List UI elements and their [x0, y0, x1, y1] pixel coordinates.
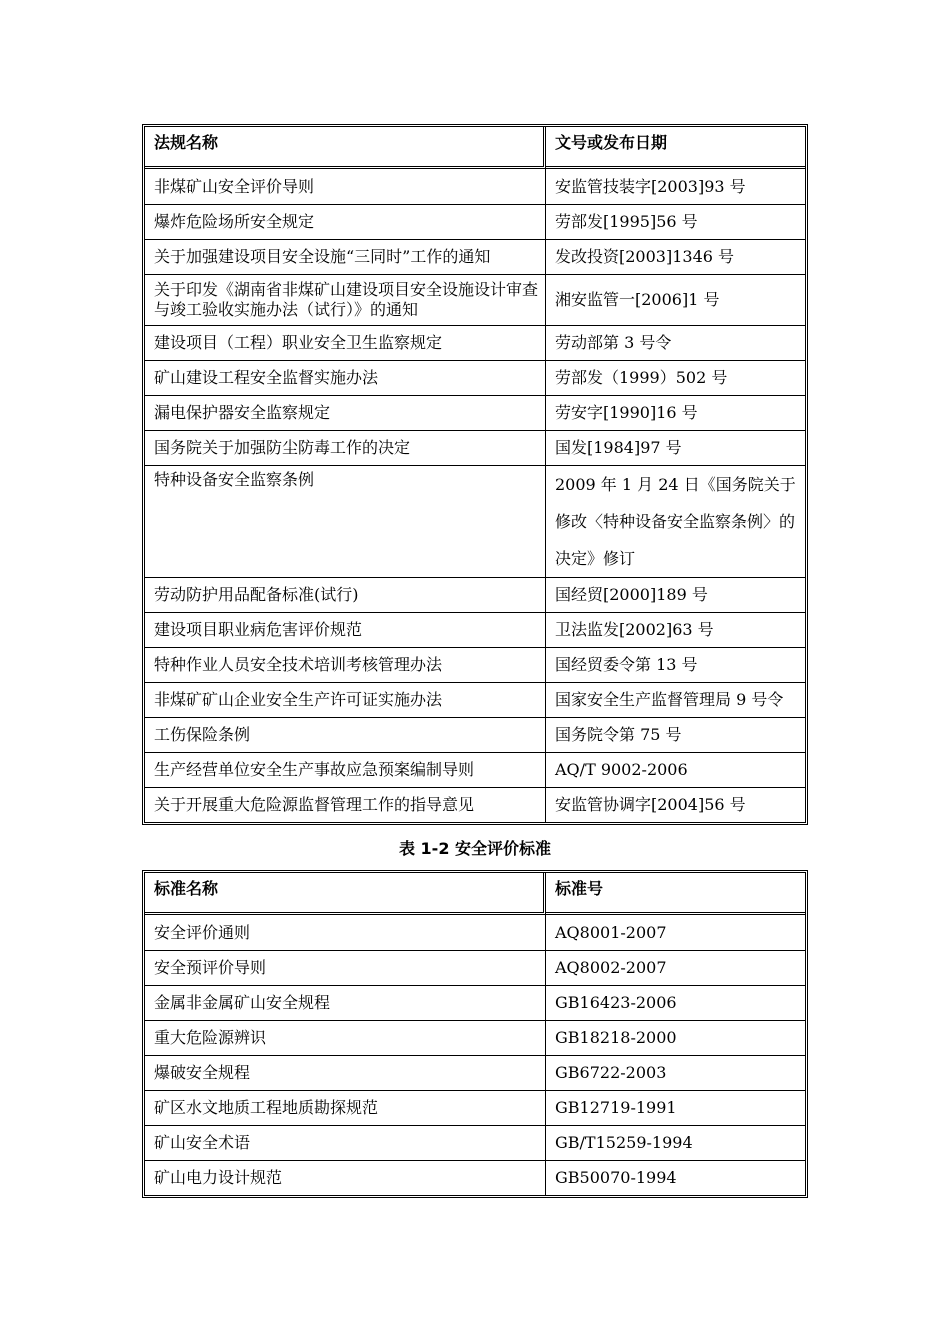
doc-number-cell: 发改投资[2003]1346 号	[546, 239, 805, 274]
table-row	[145, 395, 805, 430]
standard-number-cell: GB50070-1994	[546, 1160, 805, 1195]
table-row	[145, 1125, 805, 1160]
table-row	[145, 274, 805, 325]
table-row	[145, 204, 805, 239]
table-row	[145, 787, 805, 822]
standard-name-cell: 安全预评价导则	[145, 950, 546, 985]
standard-number-cell: AQ8001-2007	[555, 922, 667, 942]
table-row	[145, 360, 805, 395]
standards-table	[142, 870, 808, 1198]
regulation-name-cell: 关于开展重大危险源监督管理工作的指导意见	[145, 787, 546, 822]
regulation-name-cell: 爆炸危险场所安全规定	[145, 204, 546, 239]
standard-number-cell: GB18218-2000	[546, 1020, 805, 1055]
table-row	[145, 985, 805, 1020]
standard-name-cell: 矿山安全术语	[145, 1125, 546, 1160]
table-row	[145, 1020, 805, 1055]
regulation-name-cell: 关于印发《湖南省非煤矿山建设项目安全设施设计审查与竣工验收实施办法（试行）》的通知	[145, 274, 546, 325]
regulations-table	[142, 124, 808, 825]
table-row	[145, 752, 805, 787]
standard-number-cell: GB12719-1991	[546, 1090, 805, 1125]
doc-number-cell: AQ/T 9002-2006	[546, 752, 805, 787]
regulation-name-cell: 建设项目职业病危害评价规范	[145, 612, 546, 647]
header-doc-number-date: 文号或发布日期	[546, 127, 805, 169]
doc-number-cell: 卫法监发[2002]63 号	[546, 612, 805, 647]
standard-name-cell: 安全评价通则	[145, 915, 546, 950]
regulation-name-cell: 劳动防护用品配备标准(试行)	[145, 577, 546, 612]
regulation-name-cell: 关于加强建设项目安全设施“三同时”工作的通知	[145, 239, 546, 274]
standard-number-cell: GB6722-2003	[546, 1055, 805, 1090]
doc-number-cell: 劳部发[1995]56 号	[546, 204, 805, 239]
table-row	[145, 325, 805, 360]
regulation-name-cell: 漏电保护器安全监察规定	[145, 395, 546, 430]
regulation-name-cell: 特种设备安全监察条例	[145, 465, 546, 577]
doc-number-cell: 湘安监管一[2006]1 号	[546, 274, 805, 325]
standard-name-cell: 矿区水文地质工程地质勘探规范	[145, 1090, 546, 1125]
standard-number-cell: GB16423-2006	[546, 985, 805, 1020]
table-row	[145, 1055, 805, 1090]
doc-number-cell: 国经贸委令第 13 号	[546, 647, 805, 682]
regulation-name-cell: 非煤矿矿山企业安全生产许可证实施办法	[145, 682, 546, 717]
doc-number-cell: 国经贸[2000]189 号	[546, 577, 805, 612]
table-caption: 表 1-2 安全评价标准	[398, 839, 552, 858]
table-row	[145, 1160, 805, 1195]
doc-number-cell: 安监管协调字[2004]56 号	[546, 787, 805, 822]
table-row	[145, 1090, 805, 1125]
doc-number-cell: 安监管技装字[2003]93 号	[555, 176, 746, 196]
table-row	[145, 647, 805, 682]
doc-number-cell: 劳安字[1990]16 号	[546, 395, 805, 430]
doc-number-cell: 劳动部第 3 号令	[546, 325, 805, 360]
standard-name-cell: 矿山电力设计规范	[145, 1160, 546, 1195]
doc-number-cell: 2009 年 1 月 24 日《国务院关于修改〈特种设备安全监察条例〉的决定》修订	[546, 465, 805, 577]
doc-number-cell: 国发[1984]97 号	[546, 430, 805, 465]
doc-number-cell: 劳部发（1999）502 号	[546, 360, 805, 395]
regulation-name-cell: 矿山建设工程安全监督实施办法	[145, 360, 546, 395]
table-row	[145, 950, 805, 985]
regulation-name-cell: 国务院关于加强防尘防毒工作的决定	[145, 430, 546, 465]
table-row	[145, 465, 805, 577]
table-row	[145, 169, 805, 204]
regulation-name-cell: 非煤矿山安全评价导则	[145, 169, 546, 204]
table-row	[145, 915, 805, 950]
doc-number-cell: 国务院令第 75 号	[546, 717, 805, 752]
table-row	[145, 682, 805, 717]
standard-number-cell: GB/T15259-1994	[546, 1125, 805, 1160]
table-row	[145, 717, 805, 752]
standard-name-cell: 重大危险源辨识	[145, 1020, 546, 1055]
regulation-name-cell: 生产经营单位安全生产事故应急预案编制导则	[145, 752, 546, 787]
regulation-name-cell: 建设项目（工程）职业安全卫生监察规定	[145, 325, 546, 360]
standard-name-cell: 爆破安全规程	[145, 1055, 546, 1090]
standard-name-cell: 金属非金属矿山安全规程	[145, 985, 546, 1020]
regulation-name-cell: 工伤保险条例	[145, 717, 546, 752]
header-regulation-name: 法规名称	[145, 127, 546, 169]
table-row	[145, 430, 805, 465]
doc-number-cell: 国家安全生产监督管理局 9 号令	[546, 682, 805, 717]
regulation-name-cell: 特种作业人员安全技术培训考核管理办法	[145, 647, 546, 682]
table-row	[145, 577, 805, 612]
header-standard-name: 标准名称	[145, 873, 546, 915]
header-standard-number: 标准号	[546, 873, 805, 915]
table-row	[145, 612, 805, 647]
standard-number-cell: AQ8002-2007	[546, 950, 805, 985]
table-row	[145, 239, 805, 274]
